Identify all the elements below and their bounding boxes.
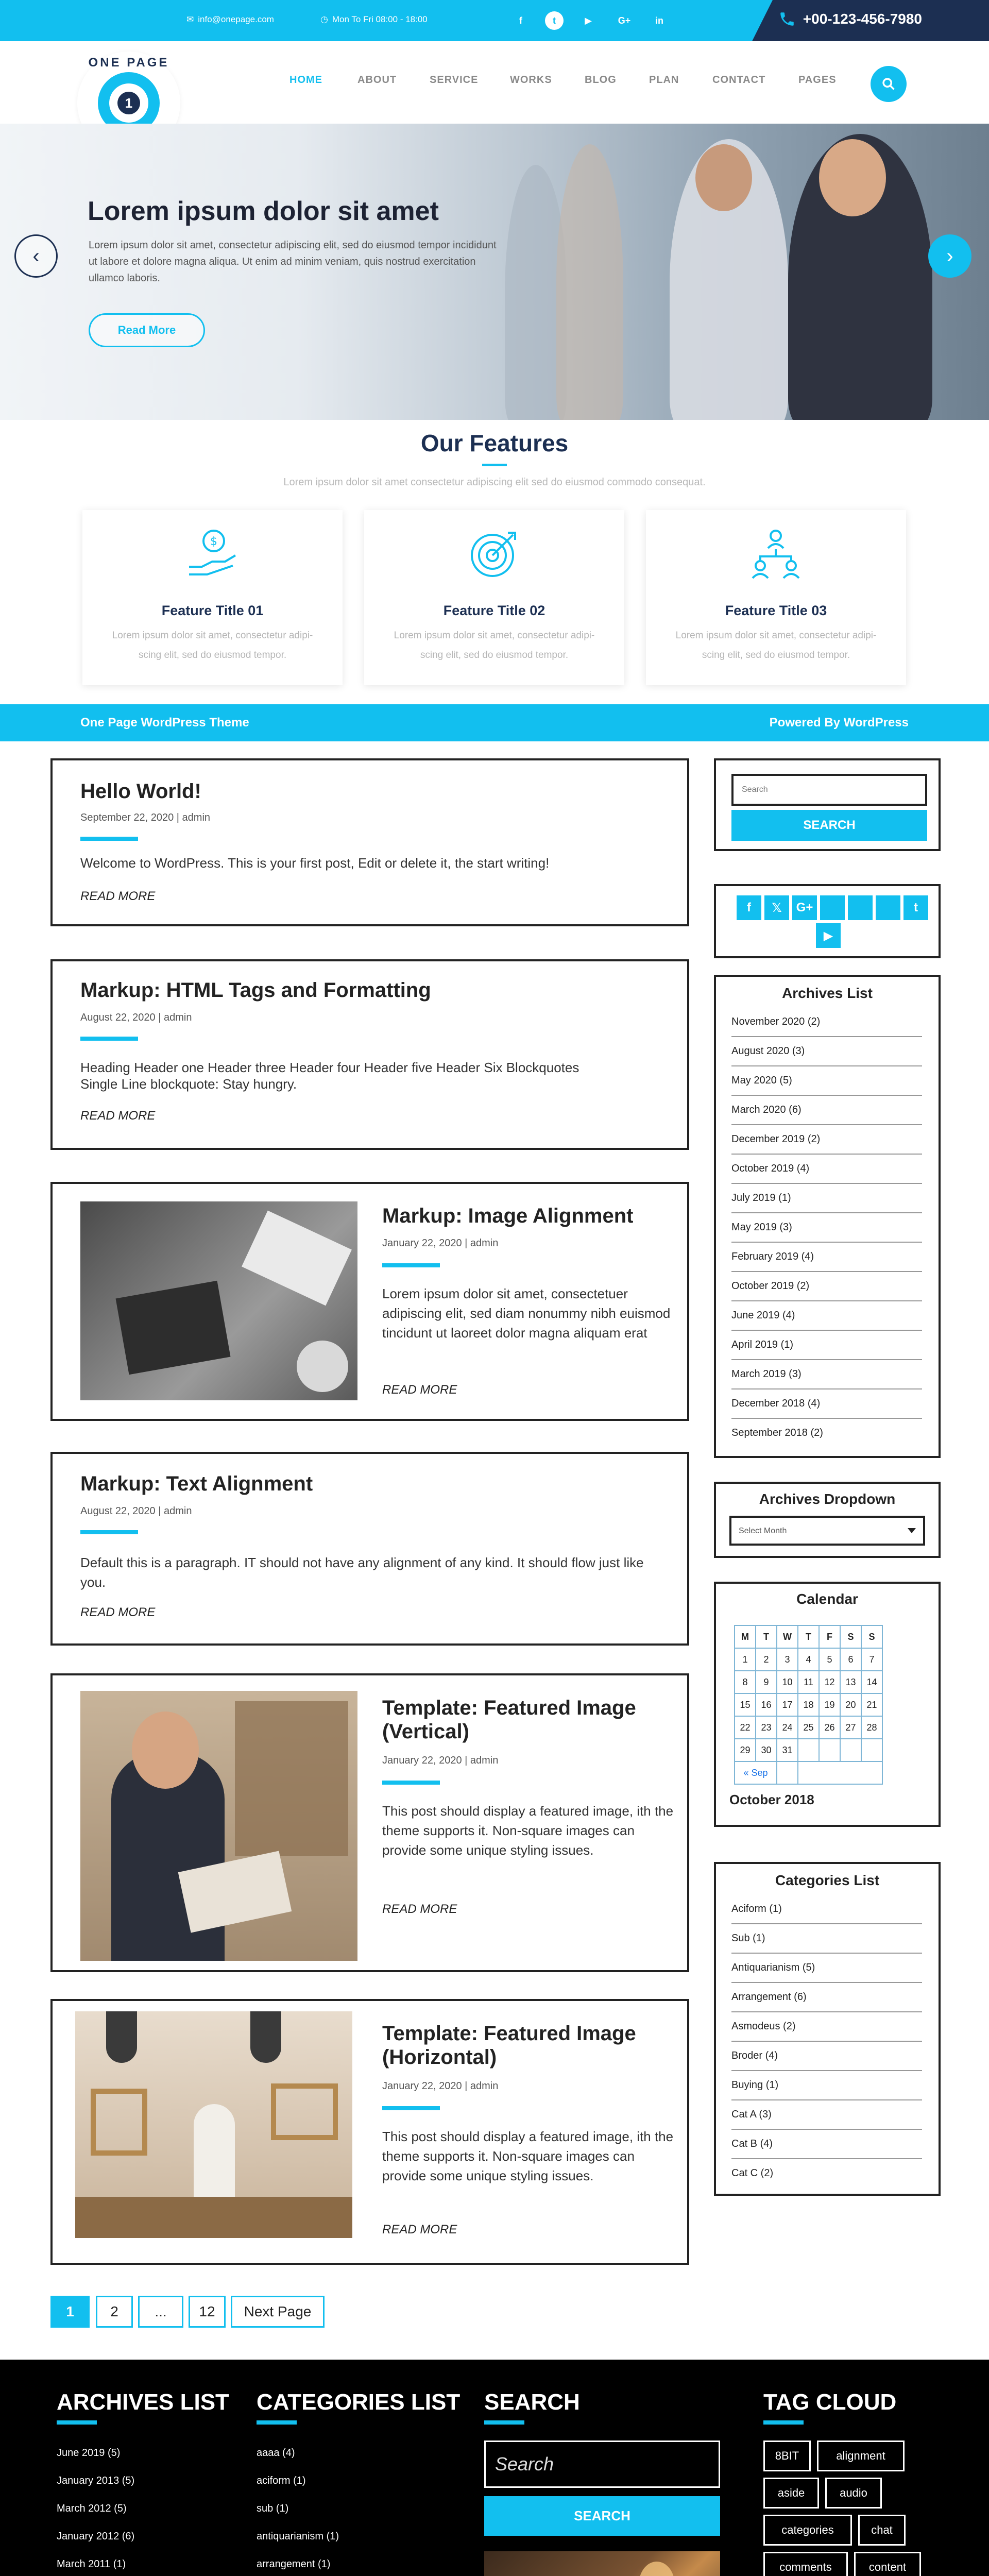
facebook-icon[interactable]: f (737, 895, 761, 920)
weekday-label: S (840, 1625, 861, 1648)
feature-title: Feature Title 01 (161, 603, 264, 618)
feature-description: Lorem ipsum dolor sit amet, consectetur adipi-scing elit, sed do eiusmod tempor. (394, 630, 595, 660)
team-icon (747, 526, 804, 582)
post-divider (382, 2106, 440, 2110)
calendar-day: 10 (777, 1671, 798, 1693)
hero-title: Lorem ipsum dolor sit amet (88, 196, 439, 226)
footer-archive-link[interactable]: March 2011 (1) (57, 2558, 126, 2570)
shelf-shape (235, 1701, 348, 1856)
social-icon[interactable] (876, 895, 900, 920)
read-more-link[interactable]: READ MORE (382, 2223, 457, 2236)
archive-item[interactable]: October 2019 (2) (731, 1272, 922, 1301)
calendar-day: 2 (756, 1648, 777, 1671)
social-widget (714, 884, 941, 958)
sidebar-search-button[interactable]: SEARCH (731, 810, 927, 841)
post-meta: January 22, 2020 | admin (382, 1755, 499, 1766)
calendar-day: 23 (756, 1716, 777, 1739)
footer-search-title: SEARCH (484, 2389, 580, 2415)
calendar-day (819, 1739, 840, 1761)
post-title[interactable]: Template: Featured Image (Horizontal) (382, 2022, 636, 2069)
calendar-next-empty (798, 1761, 882, 1784)
post-meta: August 22, 2020 | admin (80, 1505, 192, 1517)
calendar-month: October 2018 (729, 1792, 814, 1807)
sidebar-search-input[interactable]: Search (731, 774, 927, 806)
footer-search-button[interactable]: SEARCH (484, 2496, 720, 2536)
tag-link[interactable]: audio (825, 2478, 882, 2509)
calendar-day (777, 1761, 798, 1784)
clock-icon: ◷ (320, 14, 328, 24)
calendar-day: 5 (819, 1648, 840, 1671)
categories-title: Categories List (775, 1872, 880, 1888)
category-item[interactable]: Cat B (4) (731, 2130, 922, 2159)
page-12-button[interactable]: 12 (189, 2296, 226, 2328)
calendar-grid (734, 1625, 883, 1785)
footer-archive-link[interactable]: June 2019 (5) (57, 2447, 121, 2459)
calendar-day: 31 (777, 1739, 798, 1761)
read-more-link[interactable]: READ MORE (80, 1109, 156, 1123)
month-select-value: Select Month (739, 1527, 787, 1535)
archive-item[interactable]: June 2019 (4) (731, 1301, 922, 1331)
post-divider (80, 1037, 138, 1041)
tag-link[interactable]: 8BIT (763, 2441, 811, 2471)
post-excerpt: Default this is a paragraph. IT should not have any alignment of any kind. It should flow just like you. (80, 1555, 644, 1590)
nav-about[interactable]: ABOUT (357, 74, 397, 86)
search-icon (881, 77, 896, 91)
read-more-link[interactable]: READ MORE (80, 1605, 156, 1619)
phone-number: +00-123-456-7980 (803, 11, 922, 27)
tag-link[interactable]: comments (763, 2552, 848, 2576)
category-item[interactable]: Antiquarianism (5) (731, 1954, 922, 1983)
footer-title-bar (57, 2420, 97, 2425)
feature-card (364, 510, 624, 685)
theme-name: One Page WordPress Theme (80, 716, 249, 730)
hero-slider (0, 124, 989, 420)
post-divider (80, 837, 138, 841)
header-search-button[interactable] (871, 66, 907, 102)
next-page-button[interactable]: Next Page (231, 2296, 325, 2328)
site-header (0, 41, 989, 124)
post-divider (382, 1781, 440, 1785)
calendar-day: 29 (735, 1739, 756, 1761)
nav-plan[interactable]: PLAN (649, 74, 679, 86)
footer-image (484, 2551, 720, 2576)
page-2-button[interactable]: 2 (96, 2296, 133, 2328)
logo-inner (109, 83, 148, 123)
archive-item[interactable]: October 2019 (4) (731, 1155, 922, 1184)
post-card (50, 1999, 689, 2265)
hero-head (695, 144, 752, 211)
slider-prev-button[interactable] (14, 234, 58, 278)
archive-item[interactable]: August 2020 (3) (731, 1037, 922, 1066)
archive-item[interactable]: February 2019 (4) (731, 1243, 922, 1272)
feature-description: Lorem ipsum dolor sit amet, consectetur adipi-scing elit, sed do eiusmod tempor. (112, 630, 313, 660)
footer-category-link[interactable]: arrangement (1) (257, 2558, 331, 2570)
calendar-day: 4 (798, 1648, 819, 1671)
tag-link[interactable]: alignment (817, 2441, 905, 2471)
svg-text:$: $ (210, 535, 217, 548)
archive-item[interactable]: March 2019 (3) (731, 1360, 922, 1389)
search-widget (714, 758, 941, 851)
archive-item[interactable]: March 2020 (6) (731, 1096, 922, 1125)
feature-title: Feature Title 03 (725, 603, 827, 618)
calendar-day: 25 (798, 1716, 819, 1739)
nav-blog[interactable]: BLOG (585, 74, 617, 86)
calendar-widget (714, 1582, 941, 1827)
post-title[interactable]: Template: Featured Image (Vertical) (382, 1697, 636, 1743)
hero-head (819, 139, 886, 216)
calendar-day: 27 (840, 1716, 861, 1739)
post-excerpt: This post should display a featured image, ith the theme supports it. Non-square images can provide some unique styling issues. (382, 1803, 674, 1858)
caret-down-icon (908, 1528, 916, 1533)
frame-shape (271, 2083, 338, 2140)
month-select[interactable] (729, 1516, 925, 1546)
calendar-day: 15 (735, 1693, 756, 1716)
post-card (50, 1673, 689, 1972)
nav-contact[interactable]: CONTACT (712, 74, 766, 86)
calendar-day: 14 (861, 1671, 882, 1693)
post-card (50, 959, 689, 1150)
archive-item[interactable]: April 2019 (1) (731, 1331, 922, 1360)
head-shape (132, 1711, 199, 1789)
category-item[interactable]: Cat A (3) (731, 2100, 922, 2130)
footer-category-link[interactable]: aaaa (4) (257, 2447, 295, 2459)
phone-icon (778, 10, 796, 28)
feature-card (82, 510, 343, 685)
lamp-glow (639, 2562, 675, 2576)
person-shape (194, 2104, 235, 2207)
read-more-link[interactable]: READ MORE (80, 889, 156, 903)
categories-widget (714, 1862, 941, 2196)
post-card (50, 758, 689, 926)
x-twitter-icon[interactable]: 𝕏 (764, 895, 789, 920)
post-excerpt: Lorem ipsum dolor sit amet, consectetuer adipiscing elit, sed diam nonummy nibh euismod tincidunt ut laoreet dolor magna aliquam erat (382, 1286, 671, 1341)
hours-info (320, 14, 428, 25)
mail-icon: ✉ (186, 14, 194, 24)
category-item[interactable]: Buying (1) (731, 2071, 922, 2100)
archives-widget (714, 975, 941, 1458)
footer-search-input[interactable]: Search (484, 2441, 720, 2488)
read-more-button[interactable]: Read More (89, 313, 205, 347)
calendar-day: 11 (798, 1671, 819, 1693)
archive-item[interactable]: May 2019 (3) (731, 1213, 922, 1243)
chevron-right-icon: › (946, 244, 953, 267)
category-item[interactable]: Sub (1) (731, 1924, 922, 1954)
calendar-day: 17 (777, 1693, 798, 1716)
calendar-day: 18 (798, 1693, 819, 1716)
weekday-label: W (777, 1625, 798, 1648)
weekday-label: S (861, 1625, 882, 1648)
post-excerpt: Heading Header one Header three Header four Header five Header Six Blockquotes Single Line blockquote: Stay hungry. (80, 1060, 579, 1092)
post-title[interactable]: Hello World! (80, 780, 201, 803)
calendar-day: 26 (819, 1716, 840, 1739)
lamp-shape (106, 2011, 137, 2063)
archives-title: Archives List (782, 985, 873, 1001)
email-contact[interactable] (186, 14, 274, 25)
calendar-day: 9 (756, 1671, 777, 1693)
footer-archive-link[interactable]: March 2012 (5) (57, 2503, 127, 2514)
nav-home[interactable]: HOME (289, 74, 322, 86)
calendar-day: 28 (861, 1716, 882, 1739)
page-ellipsis: ... (138, 2296, 183, 2328)
post-meta: September 22, 2020 | admin (80, 812, 211, 823)
footer-tags-title: TAG CLOUD (763, 2389, 897, 2415)
calendar-day: 13 (840, 1671, 861, 1693)
powered-by[interactable]: Powered By WordPress (769, 716, 909, 730)
hours-text: Mon To Fri 08:00 - 18:00 (332, 14, 428, 24)
archives-dropdown-title: Archives Dropdown (759, 1491, 896, 1507)
features-title: Our Features (420, 430, 569, 456)
tag-link[interactable]: categories (763, 2515, 852, 2546)
category-item[interactable]: Arrangement (6) (731, 1983, 922, 2012)
calendar-prev-link[interactable]: « Sep (735, 1761, 777, 1784)
footer-title-bar (484, 2420, 524, 2425)
archive-item[interactable]: May 2020 (5) (731, 1066, 922, 1096)
page-1-button[interactable]: 1 (50, 2296, 90, 2328)
post-meta: August 22, 2020 | admin (80, 1012, 192, 1023)
calendar-day (861, 1739, 882, 1761)
post-title[interactable]: Markup: Image Alignment (382, 1205, 634, 1227)
target-icon (466, 526, 522, 582)
calendar-day: 1 (735, 1648, 756, 1671)
top-bar (0, 0, 989, 41)
youtube-icon[interactable]: ▶ (585, 15, 592, 26)
desk-shape (75, 2197, 352, 2238)
category-item[interactable]: Asmodeus (2) (731, 2012, 922, 2042)
nav-works[interactable]: WORKS (510, 74, 552, 86)
footer-title-bar (763, 2420, 804, 2425)
footer-archive-link[interactable]: January 2012 (6) (57, 2531, 135, 2542)
footer-category-link[interactable]: aciform (1) (257, 2475, 306, 2486)
post-card (50, 1182, 689, 1421)
archives-dropdown-widget (714, 1482, 941, 1558)
post-card (50, 1452, 689, 1646)
linkedin-icon[interactable]: in (655, 15, 663, 26)
footer-archives-title: ARCHIVES LIST (57, 2389, 229, 2415)
footer-archive-link[interactable]: January 2013 (5) (57, 2475, 135, 2486)
weekday-label: T (756, 1625, 777, 1648)
footer-title-bar (257, 2420, 297, 2425)
feature-title: Feature Title 02 (443, 603, 545, 618)
archive-item[interactable]: September 2018 (2) (731, 1427, 823, 1438)
read-more-link[interactable]: READ MORE (382, 1902, 457, 1916)
calendar-day: 20 (840, 1693, 861, 1716)
calendar-day: 22 (735, 1716, 756, 1739)
post-image[interactable] (75, 2011, 352, 2238)
calendar-day (798, 1739, 819, 1761)
archive-item[interactable]: December 2018 (4) (731, 1389, 922, 1419)
post-meta: January 22, 2020 | admin (382, 1238, 499, 1249)
youtube-icon[interactable]: ▶ (816, 923, 841, 948)
post-divider (382, 1263, 440, 1267)
calendar-title: Calendar (796, 1591, 858, 1607)
logo-text: ONE PAGE (88, 56, 169, 70)
post-image[interactable] (80, 1201, 357, 1400)
google-plus-icon[interactable]: G+ (618, 15, 631, 26)
read-more-link[interactable]: READ MORE (382, 1383, 457, 1397)
google-plus-icon[interactable]: G+ (792, 895, 817, 920)
archive-item[interactable]: November 2020 (2) (731, 1008, 922, 1037)
tumblr-icon[interactable]: t (903, 895, 928, 920)
tag-link[interactable]: chat (858, 2515, 906, 2546)
calendar-day: 7 (861, 1648, 882, 1671)
facebook-icon[interactable]: f (519, 15, 522, 26)
social-icon[interactable] (820, 895, 845, 920)
features-subtitle: Lorem ipsum dolor sit amet consectetur adipiscing elit sed do eiusmod commodo consequat. (283, 477, 706, 488)
tag-link[interactable]: aside (763, 2478, 819, 2509)
calendar-day: 3 (777, 1648, 798, 1671)
post-excerpt: This post should display a featured image, ith the theme supports it. Non-square images can provide some unique styling issues. (382, 2129, 674, 2183)
calendar-day (840, 1739, 861, 1761)
logo-number: 1 (117, 92, 140, 114)
calendar-day: 19 (819, 1693, 840, 1716)
archive-item[interactable]: December 2019 (2) (731, 1125, 922, 1155)
title-underline (482, 464, 507, 466)
calendar-day: 8 (735, 1671, 756, 1693)
social-icon[interactable] (848, 895, 873, 920)
nav-service[interactable]: SERVICE (430, 74, 479, 86)
post-meta: January 22, 2020 | admin (382, 2080, 499, 2092)
hero-figure (556, 144, 623, 420)
footer-category-link[interactable]: antiquarianism (1) (257, 2531, 339, 2542)
chevron-left-icon: ‹ (32, 244, 40, 267)
footer-categories-title: CATEGORIES LIST (257, 2389, 461, 2415)
money-hand-icon (184, 526, 241, 582)
email-text: info@onepage.com (198, 14, 274, 24)
hero-description: Lorem ipsum dolor sit amet, consectetur adipiscing elit, sed do eiusmod tempor incididunt ut labore et dolore magna aliqua. Ut enim ad minim veniam, quis nostrud exercitation ullamco laboris. (89, 240, 497, 284)
weekday-label: M (735, 1625, 756, 1648)
category-item[interactable]: Aciform (1) (731, 1895, 922, 1924)
phone-contact[interactable] (778, 10, 922, 28)
post-divider (80, 1530, 138, 1534)
calendar-day: 16 (756, 1693, 777, 1716)
slider-next-button[interactable] (928, 234, 971, 278)
twitter-icon[interactable]: t (545, 11, 564, 30)
calendar-day: 30 (756, 1739, 777, 1761)
post-excerpt: Welcome to WordPress. This is your first post, Edit or delete it, the start writing! (80, 855, 550, 871)
category-item[interactable]: Cat C (2) (731, 2167, 774, 2179)
lamp-shape (250, 2011, 281, 2063)
calendar-day: 24 (777, 1716, 798, 1739)
frame-shape (91, 2089, 147, 2156)
weekday-label: T (798, 1625, 819, 1648)
category-item[interactable]: Broder (4) (731, 2042, 922, 2071)
nav-pages[interactable]: PAGES (798, 74, 837, 86)
feature-description: Lorem ipsum dolor sit amet, consectetur adipi-scing elit, sed do eiusmod tempor. (675, 630, 877, 660)
calendar-day: 12 (819, 1671, 840, 1693)
post-title[interactable]: Markup: HTML Tags and Formatting (80, 979, 431, 1002)
tag-link[interactable]: content (854, 2552, 921, 2576)
plate-shape (297, 1341, 348, 1392)
footer-category-link[interactable]: sub (1) (257, 2503, 289, 2514)
post-title[interactable]: Markup: Text Alignment (80, 1472, 313, 1495)
theme-strip (0, 704, 989, 741)
post-image[interactable] (80, 1691, 357, 1961)
archive-item[interactable]: July 2019 (1) (731, 1184, 922, 1213)
site-footer (0, 2360, 989, 2576)
feature-card (646, 510, 906, 685)
weekday-label: F (819, 1625, 840, 1648)
calendar-day: 21 (861, 1693, 882, 1716)
calendar-day: 6 (840, 1648, 861, 1671)
